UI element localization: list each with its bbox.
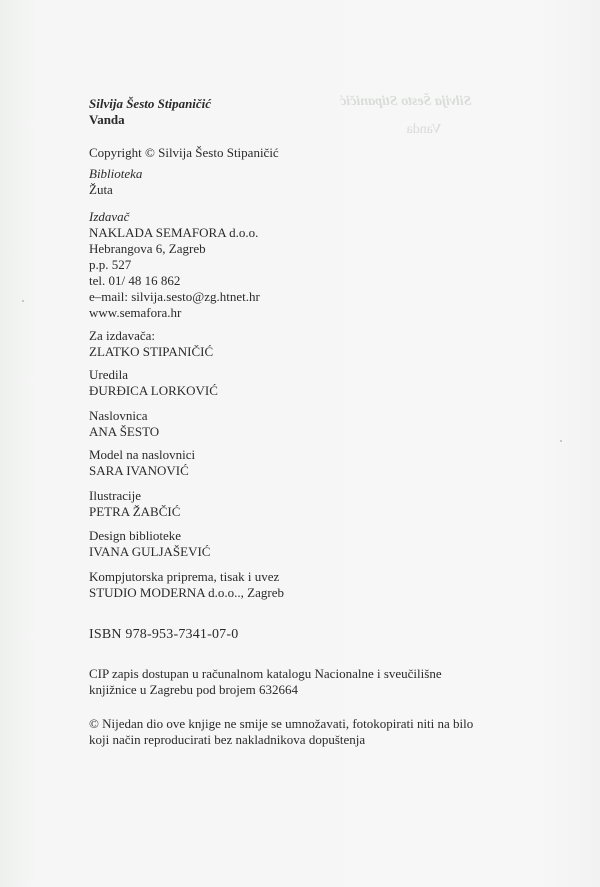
publisher-address: Hebrangova 6, Zagreb xyxy=(89,241,206,256)
credit-value: PETRA ŽABČIĆ xyxy=(89,504,181,519)
credit-label: Za izdavača: xyxy=(89,328,156,343)
author-name: Silvija Šesto Stipaničić xyxy=(89,96,212,111)
publisher-pobox: p.p. 527 xyxy=(89,257,132,272)
credit-value: IVANA GULJAŠEVIĆ xyxy=(89,544,211,559)
library-value: Žuta xyxy=(89,182,113,197)
publisher-email: e–mail: silvija.sesto@zg.htnet.hr xyxy=(89,289,260,304)
publisher-phone: tel. 01/ 48 16 862 xyxy=(89,273,181,288)
speck xyxy=(22,300,24,302)
cip-line: knjižnice u Zagrebu pod brojem 632664 xyxy=(89,682,299,697)
rights-line: © Nijedan dio ove knjige ne smije se umnožavati, fotokopirati niti na bilo xyxy=(89,716,474,731)
copyright-line: Copyright © Silvija Šesto Stipaničić xyxy=(89,145,279,160)
publisher-name: NAKLADA SEMAFORA d.o.o. xyxy=(89,225,259,240)
credit-label: Model na naslovnici xyxy=(89,447,196,462)
ghost-author: Silvija Šesto Stipaničić xyxy=(340,94,472,109)
credit-label: Naslovnica xyxy=(89,408,148,423)
rights-line: koji način reproducirati bez nakladnikova dopuštenja xyxy=(89,732,366,747)
credit-label: Kompjutorska priprema, tisak i uvez xyxy=(89,569,280,584)
library-label: Biblioteka xyxy=(89,166,143,181)
book-title: Vanda xyxy=(89,112,125,127)
credit-label: Design biblioteke xyxy=(89,528,182,543)
ghost-title: Vanda xyxy=(406,122,442,137)
publisher-label: Izdavač xyxy=(89,209,130,224)
credit-value: ANA ŠESTO xyxy=(89,424,160,439)
speck xyxy=(560,440,562,442)
cip-line: CIP zapis dostupan u računalnom katalogu Nacionalne i sveučilišne xyxy=(89,666,442,681)
bleed-through-text xyxy=(340,88,471,144)
isbn-number: ISBN 978-953-7341-07-0 xyxy=(89,627,239,642)
credit-value: ZLATKO STIPANIČIĆ xyxy=(89,344,214,359)
credit-label: Ilustracije xyxy=(89,488,141,503)
credit-value: STUDIO MODERNA d.o.o.., Zagreb xyxy=(89,585,284,600)
credit-label: Uredila xyxy=(89,367,128,382)
credit-value: SARA IVANOVIĆ xyxy=(89,463,189,478)
credit-value: ĐURĐICA LORKOVIĆ xyxy=(89,383,218,398)
publisher-website: www.semafora.hr xyxy=(89,305,182,320)
